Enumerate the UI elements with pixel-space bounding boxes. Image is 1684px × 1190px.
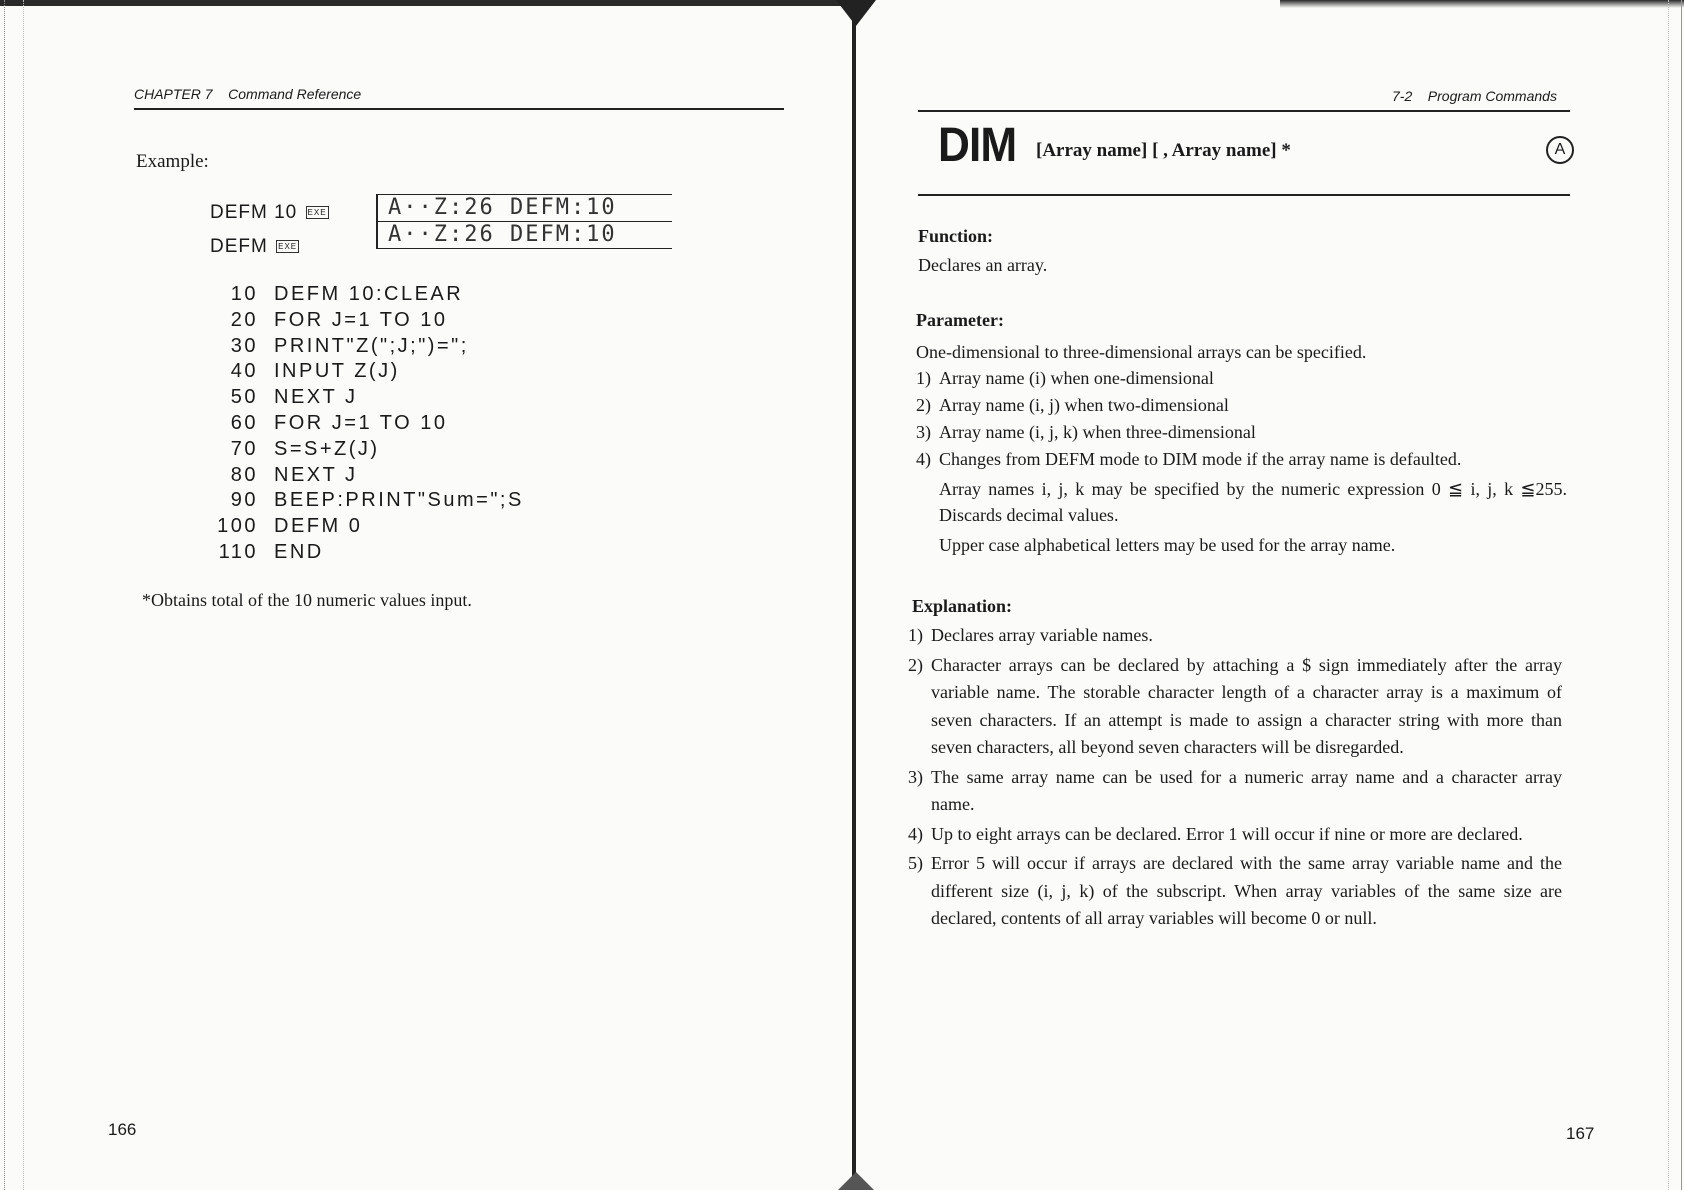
list-item: 2) Array name (i, j) when two-dimensional — [916, 395, 1229, 415]
mode-badge-icon: A — [1546, 136, 1574, 164]
command-syntax: [Array name] [ , Array name] * — [1036, 140, 1291, 161]
top-edge — [0, 0, 852, 6]
program-line: 110 END — [218, 540, 324, 563]
list-item: 2) Character arrays can be declared by attaching a $ sign immediately after the array variable name. The storable character length of a character array is a maximum of seven characters. If an attempt is made to assign a character string with more than seven characters, all beyond seven characters will be disregarded. — [908, 654, 1562, 757]
section-title: Program Commands — [1427, 88, 1557, 104]
lcd-display-1: A··Z:26 DEFM:10 — [376, 194, 672, 222]
command-title: DIM — [938, 119, 1017, 172]
spine-top-mark — [836, 0, 876, 26]
chapter-label: CHAPTER 7 — [134, 86, 213, 102]
function-text: Declares an array. — [918, 255, 1048, 275]
function-heading: Function: — [918, 226, 994, 246]
section-label: 7-2 — [1392, 88, 1413, 104]
example-label: Example: — [136, 151, 209, 172]
program-line: 50 NEXT J — [230, 386, 358, 409]
list-item: 3) The same array name can be used for a numeric array name and a character array name. — [908, 766, 1562, 814]
key-line-text: DEFM 10 — [210, 202, 298, 223]
program-line: 100 DEFM 0 — [217, 515, 363, 538]
page-number-right: 167 — [1566, 1124, 1595, 1143]
list-item: 3) Array name (i, j, k) when three-dimensional — [916, 422, 1256, 442]
explanation-list — [908, 622, 1562, 935]
list-item: 5) Error 5 will occur if arrays are declared with the same array variable name and the different size (i, j, k) of the subscript. When array variables of the same size are declared, contents of all array variables will become 0 or null. — [908, 853, 1562, 928]
program-line: 90 BEEP:PRINT"Sum=";S — [230, 489, 524, 512]
explanation-heading: Explanation: — [912, 596, 1013, 616]
left-page-edge — [4, 0, 24, 1190]
running-head-left — [134, 86, 361, 102]
list-item: 4) Changes from DEFM mode to DIM mode if the array name is defaulted. — [916, 449, 1462, 469]
program-line: 10 DEFM 10:CLEAR — [230, 283, 464, 305]
list-item: 4) Up to eight arrays can be declared. Error 1 will occur if nine or more are declared. — [908, 823, 1523, 844]
program-line: 40 INPUT Z(J) — [230, 360, 400, 383]
exe-key-icon: EXE — [278, 242, 298, 252]
header-rule-right — [918, 110, 1570, 112]
header-rule-left — [134, 108, 784, 110]
title-rule — [918, 194, 1570, 196]
program-listing — [216, 282, 524, 566]
key-line-text: DEFM — [210, 236, 268, 257]
example-note: *Obtains total of the 10 numeric values input. — [142, 590, 472, 610]
list-item: 1) Array name (i) when one-dimensional — [916, 368, 1214, 388]
spine-bottom-mark — [838, 1172, 874, 1190]
key-line-1 — [210, 202, 329, 224]
list-item: 1) Declares array variable names. — [908, 625, 1153, 645]
parameter-heading: Parameter: — [916, 310, 1004, 330]
parameter-list — [916, 365, 1570, 473]
top-edge-right — [1280, 0, 1684, 8]
parameter-intro: One-dimensional to three-dimensional arrays can be specified. — [916, 342, 1367, 362]
parameter-note-1: Array names i, j, k may be specified by the numeric expression 0 ≦ i, j, k ≦255. Discards decimal values. — [939, 479, 1567, 525]
program-line: 30 PRINT"Z(";J;")="; — [230, 334, 469, 357]
program-line: 80 NEXT J — [230, 463, 358, 486]
chapter-title: Command Reference — [228, 86, 362, 102]
lcd-display-2: A··Z:26 DEFM:10 — [376, 222, 672, 249]
exe-key-icon: EXE — [307, 208, 327, 218]
program-line: 70 S=S+Z(J) — [230, 437, 380, 460]
running-head-right — [1392, 88, 1557, 104]
right-page-edge — [1668, 0, 1682, 1190]
parameter-note-2: Upper case alphabetical letters may be used for the array name. — [939, 535, 1396, 555]
program-line: 60 FOR J=1 TO 10 — [230, 411, 448, 434]
page-number-left: 166 — [108, 1120, 137, 1139]
key-line-2 — [210, 236, 299, 258]
book-spine — [852, 0, 856, 1190]
program-line: 20 FOR J=1 TO 10 — [230, 308, 448, 331]
